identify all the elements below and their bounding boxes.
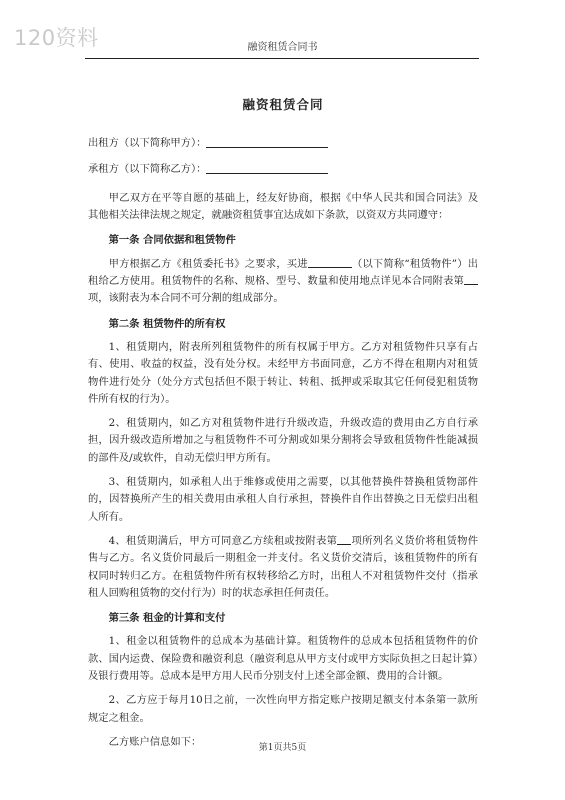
document-body bbox=[88, 96, 478, 758]
article-1-text-b: （以下简称“租赁物件”）出租给乙方使用。租赁物件的名称、规格、型号、数量和使用地点详见本合同附表第 bbox=[88, 257, 478, 288]
article-1-paragraph bbox=[88, 256, 478, 308]
preamble-paragraph: 甲乙双方在平等自愿的基础上，经友好协商，根据《中华人民共和国合同法》及其他相关法律法规之规定，就融资租赁事宜达成如下条款，以资双方共同遵守： bbox=[88, 191, 478, 222]
lessee-line bbox=[88, 161, 478, 178]
article-1-text-a: 甲方根据乙方《租赁委托书》之要求，买进 bbox=[108, 257, 308, 270]
lessor-label: 出租方（以下简称甲方）： bbox=[88, 137, 207, 150]
lessor-line bbox=[88, 135, 478, 152]
page-number: 第1页共5页 bbox=[258, 743, 307, 753]
article-3-paragraph-2: 2、乙方应于每月10日之前，一次性向甲方指定账户按期足额支付本条第一款所规定之租金。 bbox=[88, 694, 478, 724]
article-1-heading: 第一条 合同依据和租赁物件 bbox=[108, 234, 236, 247]
schedule-item-blank bbox=[464, 273, 478, 285]
running-header: 融资租赁合同书 bbox=[247, 42, 318, 53]
price-item-blank bbox=[337, 533, 351, 545]
article-2-heading: 第二条 租赁物件的所有权 bbox=[108, 317, 226, 330]
article-3-heading: 第三条 租金的计算和支付 bbox=[108, 612, 226, 625]
article-3-paragraph-1: 1、租金以租赁物件的总成本为基础计算。租赁物件的总成本包括租赁物件的价款、国内运费、保险费和融资利息（融资利息从甲方支付或甲方实际负担之日起计算）及银行费用等。总成本是甲方用人民币分别支付上述全部金额、费用的合计额。 bbox=[88, 635, 478, 683]
header-divider bbox=[85, 58, 479, 59]
lessee-label: 承租方（以下简称乙方）： bbox=[88, 162, 207, 175]
equipment-blank bbox=[308, 256, 352, 268]
article-3-paragraph-3: 乙方账户信息如下： bbox=[108, 735, 202, 748]
article-2-paragraph-4 bbox=[88, 533, 478, 602]
article-2-paragraph-1: 1、租赁期内，附表所列租赁物件的所有权属于甲方。乙方对租赁物件只享有占有、使用、收益的权益，没有处分权。未经甲方书面同意，乙方不得在租期内对租赁物件进行处分（处分方式包括但不限于转让、转租、抵押或采取其它任何侵犯租赁物件所有权的行为）。 bbox=[88, 340, 478, 405]
article-2-paragraph-3: 3、租赁期内，如承租人出于维修或使用之需要，以其他替换件替换租赁物部件的，因替换所产生的相关费用由承租人自行承担，替换件自作出替换之日无偿归出租人所有。 bbox=[88, 476, 478, 523]
article-1-text-c: 项，该附表为本合同不可分割的组成部分。 bbox=[88, 292, 284, 305]
lessee-blank bbox=[206, 161, 328, 174]
lessor-blank bbox=[206, 135, 328, 148]
document-title: 融资租赁合同 bbox=[242, 97, 324, 112]
article-2-paragraph-2: 2、租赁期内，如乙方对租赁物件进行升级改造，升级改造的费用由乙方自行承担，因升级改造所增加之与租赁物件不可分割或如果分割将会导致租赁物件性能减损的部件及/或软件，自动无偿归甲方所有。 bbox=[88, 417, 478, 464]
article-2-p4-text-b: 项所列名义货价将租赁物件售与乙方。名义货价同最后一期租金一并支付。名义货价交清后，该租赁物件的所有权同时转归乙方。在租赁物件所有权转移给乙方时，出租人不对租赁物件交付（指承租人回购租赁物的交付行为）时的状态承担任何责任。 bbox=[88, 534, 478, 599]
watermark-logo: 120资料 bbox=[14, 26, 99, 50]
article-2-p4-text-a: 4、租赁期满后，甲方可同意乙方续租或按附表第 bbox=[108, 534, 338, 547]
